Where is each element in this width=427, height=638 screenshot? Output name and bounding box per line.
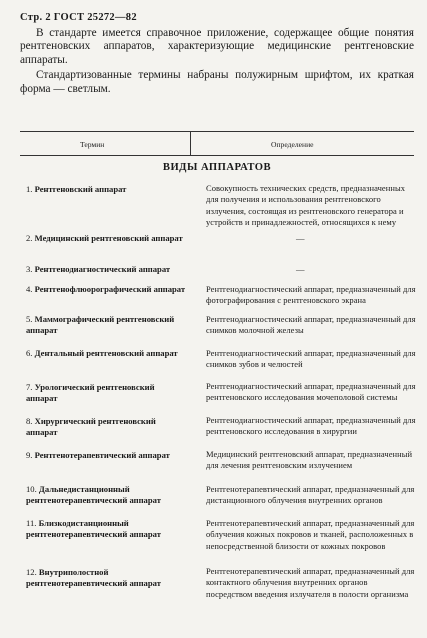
term-name: Рентгенофлюорографический аппарат xyxy=(34,284,186,294)
intro-paragraph: В стандарте имеется справочное приложение, содержащее общие понятия рентгеновских аппаратов, характеризующие медицинские рентгеновские аппараты. xyxy=(20,27,414,66)
term-number: 4. xyxy=(26,284,33,294)
term-cell xyxy=(26,184,186,195)
term-cell xyxy=(26,348,186,359)
term-cell xyxy=(26,314,186,336)
definition-cell: Рентгенодиагностический аппарат, предназначенный для снимков зубов и челюстей xyxy=(206,348,416,370)
term-number: 12. xyxy=(26,567,37,577)
definition-cell: Рентгенодиагностический аппарат, предназначенный для рентгеновского исследования в хирургии xyxy=(206,415,416,437)
term-cell xyxy=(26,450,186,461)
term-number: 10. xyxy=(26,484,37,494)
term-name: Близкодистанционный рентгенотерапевтический аппарат xyxy=(26,518,161,540)
term-name: Рентгеновский аппарат xyxy=(34,184,127,194)
term-number: 1. xyxy=(26,184,33,194)
table-top-rule xyxy=(20,131,414,132)
term-name: Медицинский рентгеновский аппарат xyxy=(34,233,183,243)
term-cell xyxy=(26,567,186,589)
term-number: 9. xyxy=(26,450,33,460)
term-cell xyxy=(26,264,186,275)
term-number: 6. xyxy=(26,348,33,358)
term-cell xyxy=(26,518,186,540)
definition-cell: — xyxy=(296,264,305,274)
term-number: 5. xyxy=(26,314,33,324)
term-name: Маммографический рентгеновский аппарат xyxy=(26,314,175,336)
term-name: Хирургический рентгеновский аппарат xyxy=(26,416,156,438)
term-number: 3. xyxy=(26,264,33,274)
term-name: Дальнедистанционный рентгенотерапевтический аппарат xyxy=(26,484,161,506)
intro-text xyxy=(20,27,414,98)
term-name: Внутриполостной рентгенотерапевтический аппарат xyxy=(26,567,161,589)
term-name: Урологический рентгеновский аппарат xyxy=(26,382,155,404)
column-header-definition: Определение xyxy=(271,140,314,149)
definition-cell: Рентгенодиагностический аппарат, предназначенный для снимков молочной железы xyxy=(206,314,416,336)
term-number: 2. xyxy=(26,233,33,243)
definition-cell: Рентгенотерапевтический аппарат, предназначенный для облучения кожных покровов и тканей, расположенных в непосредственной близости от кожных покровов xyxy=(206,518,415,551)
definition-cell: Совокупность технических средств, предназначенных для получения и использования рентгеновского излучения, состоящая из рентгеновского генератора и устройств и принадлежностей, относящихся к нему xyxy=(206,183,405,228)
definition-cell: — xyxy=(296,233,305,243)
table-column-divider xyxy=(190,131,191,155)
term-cell xyxy=(26,284,186,295)
term-cell xyxy=(26,484,186,506)
term-cell xyxy=(26,416,186,438)
term-number: 7. xyxy=(26,382,33,392)
definition-cell: Рентгенодиагностический аппарат, предназначенный для фотографирования с рентгеновского экрана xyxy=(206,284,416,306)
term-number: 8. xyxy=(26,416,33,426)
term-name: Рентгенодиагностический аппарат xyxy=(34,264,171,274)
column-header-term: Термин xyxy=(80,140,105,149)
definition-cell: Рентгенодиагностический аппарат, предназначенный для рентгеновского исследования мочеполовой системы xyxy=(206,381,416,403)
definition-cell: Медицинский рентгеновский аппарат, предназначенный для лечения рентгеновским излучением xyxy=(206,449,413,471)
definition-cell: Рентгенотерапевтический аппарат, предназначенный для дистанционного облучения внутренних органов xyxy=(206,484,415,506)
intro-paragraph: Стандартизованные термины набраны полужирным шрифтом, их краткая форма — светлым. xyxy=(20,69,414,95)
section-title: ВИДЫ АППАРАТОВ xyxy=(162,162,272,173)
term-cell xyxy=(26,233,186,244)
table-header-rule xyxy=(20,155,414,156)
term-cell xyxy=(26,382,186,404)
page-header: Стр. 2 ГОСТ 25272—82 xyxy=(20,12,137,23)
definition-cell: Рентгенотерапевтический аппарат, предназначенный для контактного облучения внутренних органов посредством введения излучателя в полости организма xyxy=(206,566,415,599)
term-name: Дентальный рентгеновский аппарат xyxy=(34,348,178,358)
term-name: Рентгенотерапевтический аппарат xyxy=(34,450,170,460)
term-number: 11. xyxy=(26,518,37,528)
